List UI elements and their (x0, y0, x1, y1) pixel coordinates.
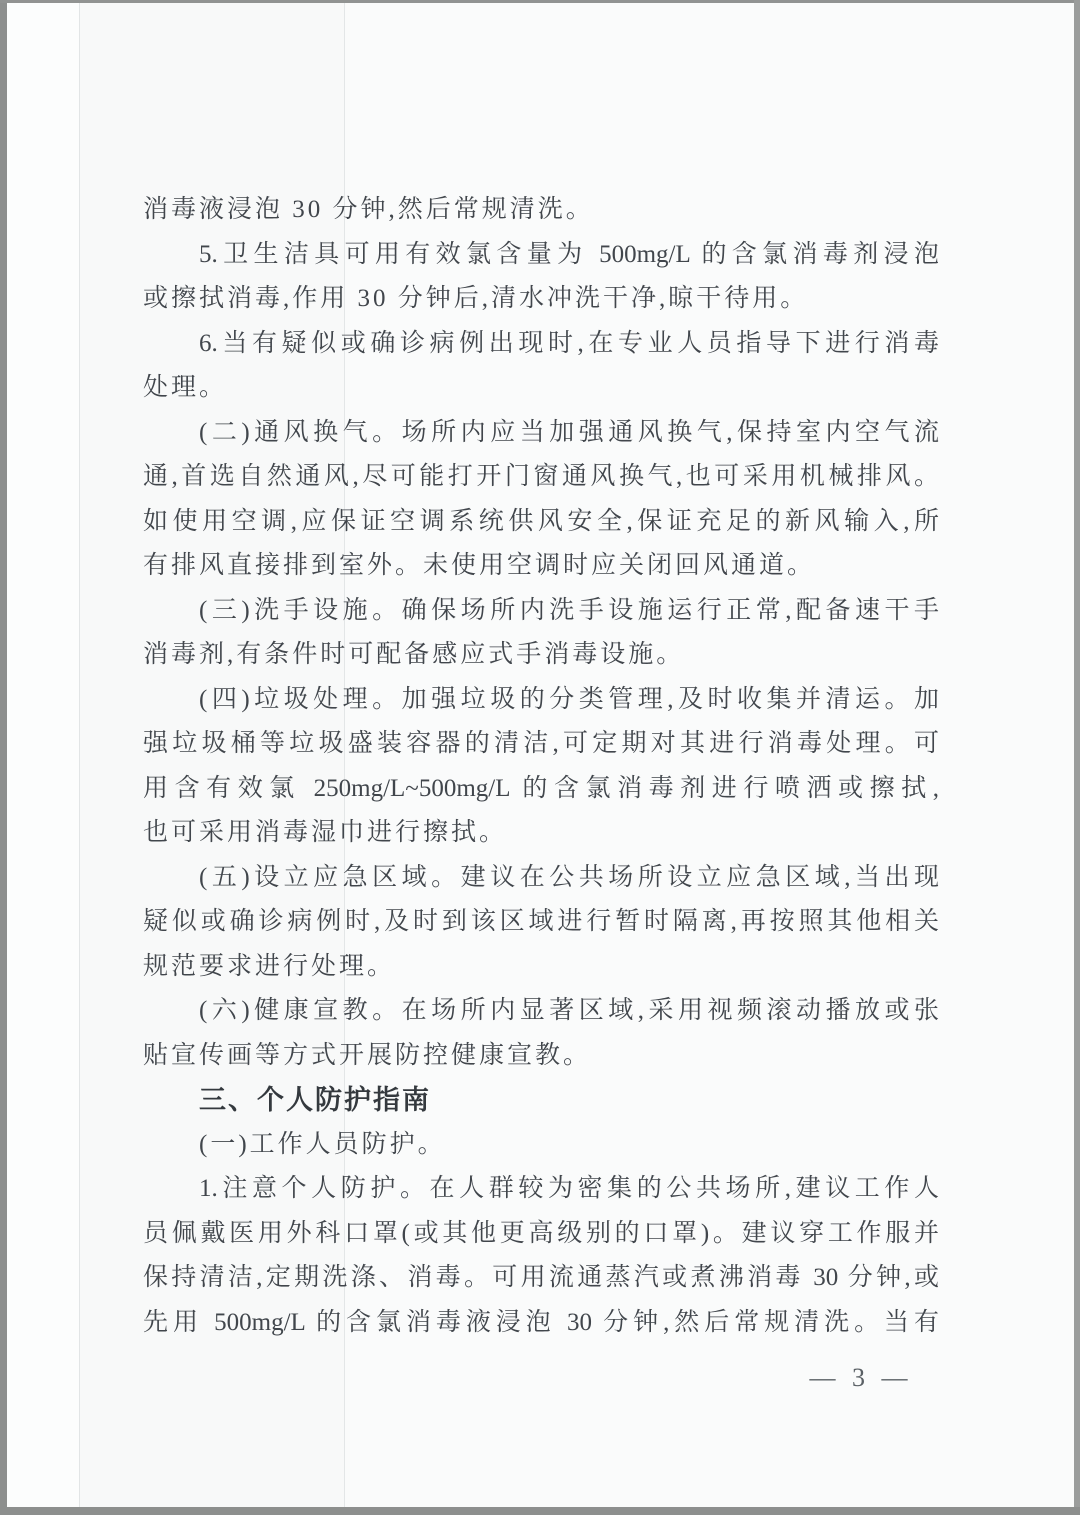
text-line: 消毒剂,有条件时可配备感应式手消毒设施。 (143, 641, 685, 668)
text-line: 规范要求进行处理。 (143, 952, 396, 980)
text-line: 5.卫生洁具可用有效氯含量为 500mg/L 的含氯消毒剂浸泡 (199, 240, 939, 268)
scan-edge-right (1074, 0, 1080, 1515)
text-line: 强垃圾桶等垃圾盛装容器的清洁,可定期对其进行消毒处理。可 (143, 730, 939, 757)
section-heading: 三、个人防护指南 (199, 1085, 431, 1115)
crease-line (79, 0, 80, 1515)
page-number: — 3 — (809, 1363, 913, 1392)
text-line: (四)垃圾处理。加强垃圾的分类管理,及时收集并清运。加 (199, 685, 939, 713)
text-line: 消毒液浸泡 30 分钟,然后常规清洗。 (143, 196, 594, 223)
text-line: (一)工作人员防护。 (199, 1130, 446, 1158)
text-line: 先用 500mg/L 的含氯消毒液浸泡 30 分钟,然后常规清洗。当有 (143, 1308, 939, 1336)
text-line: (五)设立应急区域。建议在公共场所设立应急区域,当出现 (199, 863, 939, 891)
text-line: 贴宣传画等方式开展防控健康宣教。 (143, 1041, 592, 1069)
text-line: 1.注意个人防护。在人群较为密集的公共场所,建议工作人 (199, 1175, 939, 1202)
text-line: 有排风直接排到室外。未使用空调时应关闭回风通道。 (143, 552, 816, 579)
text-line: (二)通风换气。场所内应当加强通风换气,保持室内空气流 (199, 418, 939, 446)
text-line: 如使用空调,应保证空调系统供风安全,保证充足的新风输入,所 (143, 507, 939, 535)
text-line: 处理。 (143, 374, 228, 401)
scan-edge-bottom (0, 1507, 1080, 1515)
text-line: 6.当有疑似或确诊病例出现时,在专业人员指导下进行消毒 (199, 329, 939, 357)
text-line: 通,首选自然通风,尽可能打开门窗通风换气,也可采用机械排风。 (143, 463, 939, 490)
text-line: (六)健康宣教。在场所内显著区域,采用视频滚动播放或张 (199, 997, 939, 1024)
text-line: 疑似或确诊病例时,及时到该区域进行暂时隔离,再按照其他相关 (143, 908, 939, 935)
scan-edge-top (0, 0, 1080, 3)
document-body (143, 188, 939, 1345)
text-line: 或擦拭消毒,作用 30 分钟后,清水冲洗干净,晾干待用。 (143, 285, 809, 312)
text-line: 也可采用消毒湿巾进行擦拭。 (143, 819, 508, 846)
scan-tone-band-left (7, 0, 79, 1515)
text-line: 用含有效氯 250mg/L~500mg/L 的含氯消毒剂进行喷洒或擦拭, (143, 774, 939, 802)
text-line: 员佩戴医用外科口罩(或其他更高级别的口罩)。建议穿工作服并 (143, 1219, 939, 1247)
text-line: (三)洗手设施。确保场所内洗手设施运行正常,配备速干手 (199, 596, 939, 624)
scan-edge-left (0, 0, 7, 1515)
text-line: 保持清洁,定期洗涤、消毒。可用流通蒸汽或煮沸消毒 30 分钟,或 (143, 1264, 939, 1291)
